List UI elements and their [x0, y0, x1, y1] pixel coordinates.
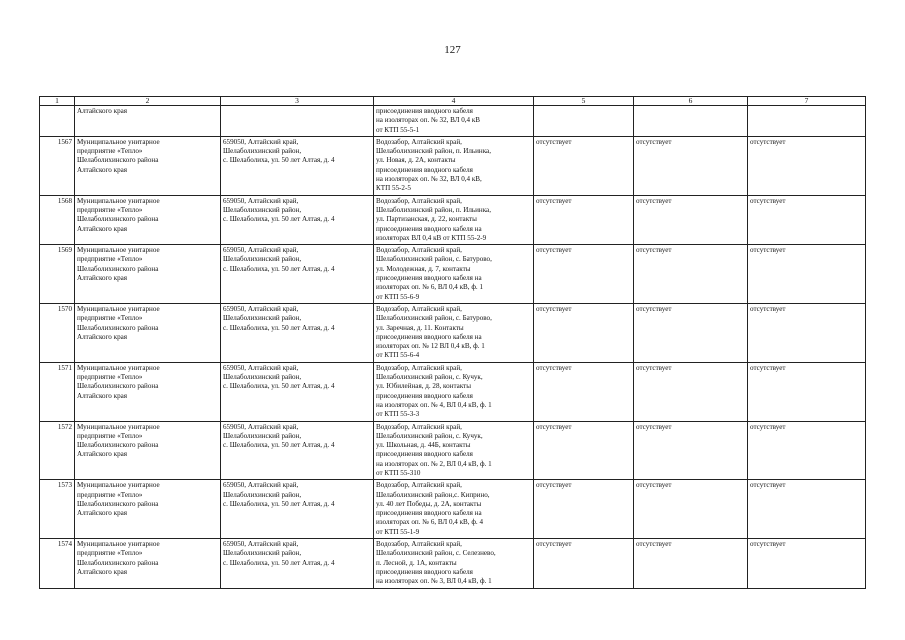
continuation-row: [40, 106, 866, 137]
address-cell: [221, 539, 374, 588]
col6-cell: [634, 106, 748, 137]
owner-cell: [75, 195, 221, 244]
cell-text-line: Шелаболихинский район, с. Батурово,: [376, 314, 492, 323]
cell-text-line: Шелаболихинский район,: [223, 255, 302, 264]
owner-cell: [75, 303, 221, 362]
cell-text-line: Алтайского края: [77, 274, 128, 283]
cell-text-line: ул. Новая, д. 2А, контакты: [376, 156, 456, 165]
owner-cell: [75, 245, 221, 304]
col5-cell: отсутствует: [534, 539, 634, 588]
table-row: [40, 421, 866, 480]
col5-cell: отсутствует: [534, 303, 634, 362]
records-table: [39, 96, 866, 589]
cell-text-line: от КТП 55-5-1: [376, 125, 420, 134]
cell-text-line: Шелаболихинский район, с. Селезнево,: [376, 549, 496, 558]
row-number-cell: 1572: [40, 421, 75, 480]
cell-text-line: Шелаболихинского района: [77, 156, 159, 165]
col6-cell: отсутствует: [634, 195, 748, 244]
cell-text-line: с. Шелаболиха, ул. 50 лет Алтая, д. 4: [223, 499, 335, 508]
cell-text-line: Алтайского края: [77, 391, 128, 400]
cell-text-line: предприятие «Тепло»: [77, 431, 143, 440]
cell-text-line: предприятие «Тепло»: [77, 314, 143, 323]
col7-cell: отсутствует: [748, 539, 866, 588]
address-cell: [221, 136, 374, 195]
col6-cell: отсутствует: [634, 421, 748, 480]
cell-text-line: Шелаболихинского района: [77, 441, 159, 450]
column-header: 2: [75, 97, 221, 106]
address-cell: [221, 195, 374, 244]
cell-text-line: изоляторах оп. № 6, ВЛ 0,4 кВ, ф. 4: [376, 518, 484, 527]
cell-text-line: Муниципальное унитарное: [77, 137, 160, 146]
cell-text-line: изоляторах оп. № 12 ВЛ 0,4 кВ, ф. 1: [376, 342, 485, 351]
cell-text-line: п. Лесной, д. 1А, контакты: [376, 558, 457, 567]
col7-cell: отсутствует: [748, 421, 866, 480]
col7-cell: [748, 106, 866, 137]
cell-text-line: Алтайского края: [77, 450, 128, 459]
row-number-cell: [40, 106, 75, 137]
cell-text-line: Водозабор, Алтайский край,: [376, 422, 462, 431]
cell-text-line: Шелаболихинского района: [77, 323, 159, 332]
cell-text-line: изоляторах оп. № 6, ВЛ 0,4 кВ, ф. 1: [376, 283, 484, 292]
col7-cell: отсутствует: [748, 480, 866, 539]
cell-text-line: Шелаболихинский район, п. Ильинка,: [376, 147, 491, 156]
cell-text-line: предприятие «Тепло»: [77, 490, 143, 499]
cell-text-line: от КТП 55-3-3: [376, 410, 420, 419]
row-number-cell: 1569: [40, 245, 75, 304]
cell-text-line: Водозабор, Алтайский край,: [376, 196, 462, 205]
column-header: 7: [748, 97, 866, 106]
cell-text-line: Алтайского края: [77, 224, 128, 233]
row-number-cell: 1570: [40, 303, 75, 362]
cell-text-line: Шелаболихинского района: [77, 558, 159, 567]
col6-cell: отсутствует: [634, 539, 748, 588]
cell-text-line: присоединения вводного кабеля на: [376, 224, 482, 233]
address-cell: [221, 480, 374, 539]
col7-cell: отсутствует: [748, 136, 866, 195]
cell-text-line: с. Шелаболиха, ул. 50 лет Алтая, д. 4: [223, 264, 335, 273]
row-number-cell: 1568: [40, 195, 75, 244]
cell-text-line: с. Шелаболиха, ул. 50 лет Алтая, д. 4: [223, 323, 335, 332]
cell-text-line: предприятие «Тепло»: [77, 373, 143, 382]
cell-text-line: Водозабор, Алтайский край,: [376, 246, 462, 255]
cell-text-line: Алтайского края: [77, 509, 128, 518]
cell-text-line: Шелаболихинский район,: [223, 431, 302, 440]
cell-text-line: ул. Заречная, д. 11. Контакты: [376, 323, 464, 332]
row-number-cell: 1574: [40, 539, 75, 588]
cell-text-line: Шелаболихинский район,: [223, 549, 302, 558]
row-number-cell: 1573: [40, 480, 75, 539]
address-cell: [221, 362, 374, 421]
location-cell: [374, 421, 534, 480]
cell-text-line: Шелаболихинский район, с. Кучук,: [376, 431, 483, 440]
table-row: [40, 195, 866, 244]
cell-text-line: ул. Партизанская, д. 22, контакты: [376, 215, 477, 224]
cell-text-line: Шелаболихинский район, с. Кучук,: [376, 373, 483, 382]
table-row: [40, 245, 866, 304]
table-row: [40, 303, 866, 362]
cell-text-line: от КТП 55-6-4: [376, 351, 420, 360]
cell-text-line: от КТП 55-1-9: [376, 527, 420, 536]
cell-text-line: ул. Молодежная, д. 7, контакты: [376, 264, 471, 273]
row-number-cell: 1571: [40, 362, 75, 421]
cell-text-line: с. Шелаболиха, ул. 50 лет Алтая, д. 4: [223, 215, 335, 224]
col5-cell: [534, 106, 634, 137]
cell-text-line: Муниципальное унитарное: [77, 363, 160, 372]
address-cell: [221, 106, 374, 137]
cell-text-line: Шелаболихинский район, с. Батурово,: [376, 255, 492, 264]
cell-text-line: 659050, Алтайский край,: [223, 481, 299, 490]
cell-text-line: Шелаболихинского района: [77, 264, 159, 273]
owner-cell: [75, 136, 221, 195]
cell-text-line: присоединения вводного кабеля: [376, 567, 473, 576]
owner-cell: [75, 539, 221, 588]
location-cell: [374, 106, 534, 137]
col7-cell: отсутствует: [748, 362, 866, 421]
col5-cell: отсутствует: [534, 136, 634, 195]
col6-cell: отсутствует: [634, 362, 748, 421]
cell-text-line: Алтайского края: [77, 567, 128, 576]
location-cell: [374, 303, 534, 362]
cell-text-line: 659050, Алтайский край,: [223, 196, 299, 205]
cell-text-line: Шелаболихинского района: [77, 215, 159, 224]
cell-text-line: Шелаболихинского района: [77, 499, 159, 508]
cell-text-line: Алтайского края: [77, 332, 128, 341]
cell-text-line: 659050, Алтайский край,: [223, 540, 299, 549]
page-number: 127: [444, 44, 461, 56]
cell-text-line: от КТП 55-310: [376, 468, 421, 477]
cell-text-line: присоединения вводного кабеля: [376, 165, 473, 174]
cell-text-line: 659050, Алтайский край,: [223, 304, 299, 313]
cell-text-line: КТП 55-2-5: [376, 184, 411, 193]
cell-text-line: присоединения вводного кабеля на: [376, 332, 482, 341]
owner-cell: [75, 106, 221, 137]
owner-cell: [75, 480, 221, 539]
table-row: [40, 539, 866, 588]
owner-cell: [75, 421, 221, 480]
cell-text-line: 659050, Алтайский край,: [223, 246, 299, 255]
table-row: [40, 362, 866, 421]
location-cell: [374, 245, 534, 304]
cell-text-line: ул. 40 лет Победы, д. 2А, контакты: [376, 499, 482, 508]
cell-text-line: 659050, Алтайский край,: [223, 422, 299, 431]
col5-cell: отсутствует: [534, 195, 634, 244]
cell-text-line: предприятие «Тепло»: [77, 205, 143, 214]
location-cell: [374, 480, 534, 539]
cell-text-line: с. Шелаболиха, ул. 50 лет Алтая, д. 4: [223, 382, 335, 391]
cell-text-line: присоединения вводного кабеля: [376, 107, 473, 115]
col5-cell: отсутствует: [534, 480, 634, 539]
column-header: 4: [374, 97, 534, 106]
cell-text-line: Муниципальное унитарное: [77, 196, 160, 205]
cell-text-line: Алтайского края: [77, 107, 128, 115]
cell-text-line: Муниципальное унитарное: [77, 540, 160, 549]
row-number-cell: 1567: [40, 136, 75, 195]
cell-text-line: на изоляторах оп. № 32, ВЛ 0,4 кВ: [376, 116, 481, 125]
cell-text-line: присоединения вводного кабеля на: [376, 509, 482, 518]
col6-cell: отсутствует: [634, 480, 748, 539]
cell-text-line: Шелаболихинский район,: [223, 314, 302, 323]
col7-cell: отсутствует: [748, 245, 866, 304]
col6-cell: отсутствует: [634, 303, 748, 362]
cell-text-line: ул. Школьная, д. 44Б, контакты: [376, 441, 471, 450]
cell-text-line: на изоляторах оп. № 2, ВЛ 0,4 кВ, ф. 1: [376, 459, 492, 468]
cell-text-line: Шелаболихинский район,: [223, 373, 302, 382]
cell-text-line: предприятие «Тепло»: [77, 549, 143, 558]
cell-text-line: Шелаболихинский район,с. Киприно,: [376, 490, 490, 499]
location-cell: [374, 195, 534, 244]
column-header: 1: [40, 97, 75, 106]
cell-text-line: Водозабор, Алтайский край,: [376, 481, 462, 490]
cell-text-line: Муниципальное унитарное: [77, 246, 160, 255]
cell-text-line: Шелаболихинский район,: [223, 147, 302, 156]
cell-text-line: 659050, Алтайский край,: [223, 363, 299, 372]
column-header: 3: [221, 97, 374, 106]
cell-text-line: Шелаболихинский район,: [223, 490, 302, 499]
cell-text-line: 659050, Алтайский край,: [223, 137, 299, 146]
cell-text-line: ул. Юбилейная, д. 28, контакты: [376, 382, 472, 391]
cell-text-line: Алтайского края: [77, 165, 128, 174]
address-cell: [221, 303, 374, 362]
location-cell: [374, 362, 534, 421]
col5-cell: отсутствует: [534, 245, 634, 304]
cell-text-line: Муниципальное унитарное: [77, 481, 160, 490]
cell-text-line: присоединения вводного кабеля: [376, 391, 473, 400]
owner-cell: [75, 362, 221, 421]
column-header: 6: [634, 97, 748, 106]
cell-text-line: с. Шелаболиха, ул. 50 лет Алтая, д. 4: [223, 558, 335, 567]
cell-text-line: Водозабор, Алтайский край,: [376, 137, 462, 146]
col6-cell: отсутствует: [634, 136, 748, 195]
cell-text-line: присоединения вводного кабеля: [376, 450, 473, 459]
address-cell: [221, 245, 374, 304]
table-row: [40, 480, 866, 539]
column-header: 5: [534, 97, 634, 106]
col5-cell: отсутствует: [534, 421, 634, 480]
cell-text-line: с. Шелаболиха, ул. 50 лет Алтая, д. 4: [223, 441, 335, 450]
cell-text-line: с. Шелаболиха, ул. 50 лет Алтая, д. 4: [223, 156, 335, 165]
cell-text-line: на изоляторах оп. № 32, ВЛ 0,4 кВ,: [376, 175, 482, 184]
cell-text-line: предприятие «Тепло»: [77, 255, 143, 264]
col6-cell: отсутствует: [634, 245, 748, 304]
cell-text-line: Водозабор, Алтайский край,: [376, 304, 462, 313]
address-cell: [221, 421, 374, 480]
header-row: [40, 97, 866, 106]
col7-cell: отсутствует: [748, 303, 866, 362]
location-cell: [374, 539, 534, 588]
location-cell: [374, 136, 534, 195]
cell-text-line: изоляторах ВЛ 0,4 кВ от КТП 55-2-9: [376, 233, 487, 242]
cell-text-line: от КТП 55-6-9: [376, 292, 420, 301]
cell-text-line: Шелаболихинский район, п. Ильинка,: [376, 205, 491, 214]
cell-text-line: Водозабор, Алтайский край,: [376, 540, 462, 549]
cell-text-line: на изоляторах оп. № 4, ВЛ 0,4 кВ, ф. 1: [376, 400, 492, 409]
cell-text-line: Муниципальное унитарное: [77, 304, 160, 313]
cell-text-line: присоединения вводного кабеля на: [376, 274, 482, 283]
cell-text-line: Водозабор, Алтайский край,: [376, 363, 462, 372]
table-body: [40, 106, 866, 589]
cell-text-line: Муниципальное унитарное: [77, 422, 160, 431]
cell-text-line: Шелаболихинский район,: [223, 205, 302, 214]
cell-text-line: предприятие «Тепло»: [77, 147, 143, 156]
table-row: [40, 136, 866, 195]
cell-text-line: Шелаболихинского района: [77, 382, 159, 391]
col5-cell: отсутствует: [534, 362, 634, 421]
cell-text-line: на изоляторах оп. № 3, ВЛ 0,4 кВ, ф. 1: [376, 577, 492, 586]
col7-cell: отсутствует: [748, 195, 866, 244]
